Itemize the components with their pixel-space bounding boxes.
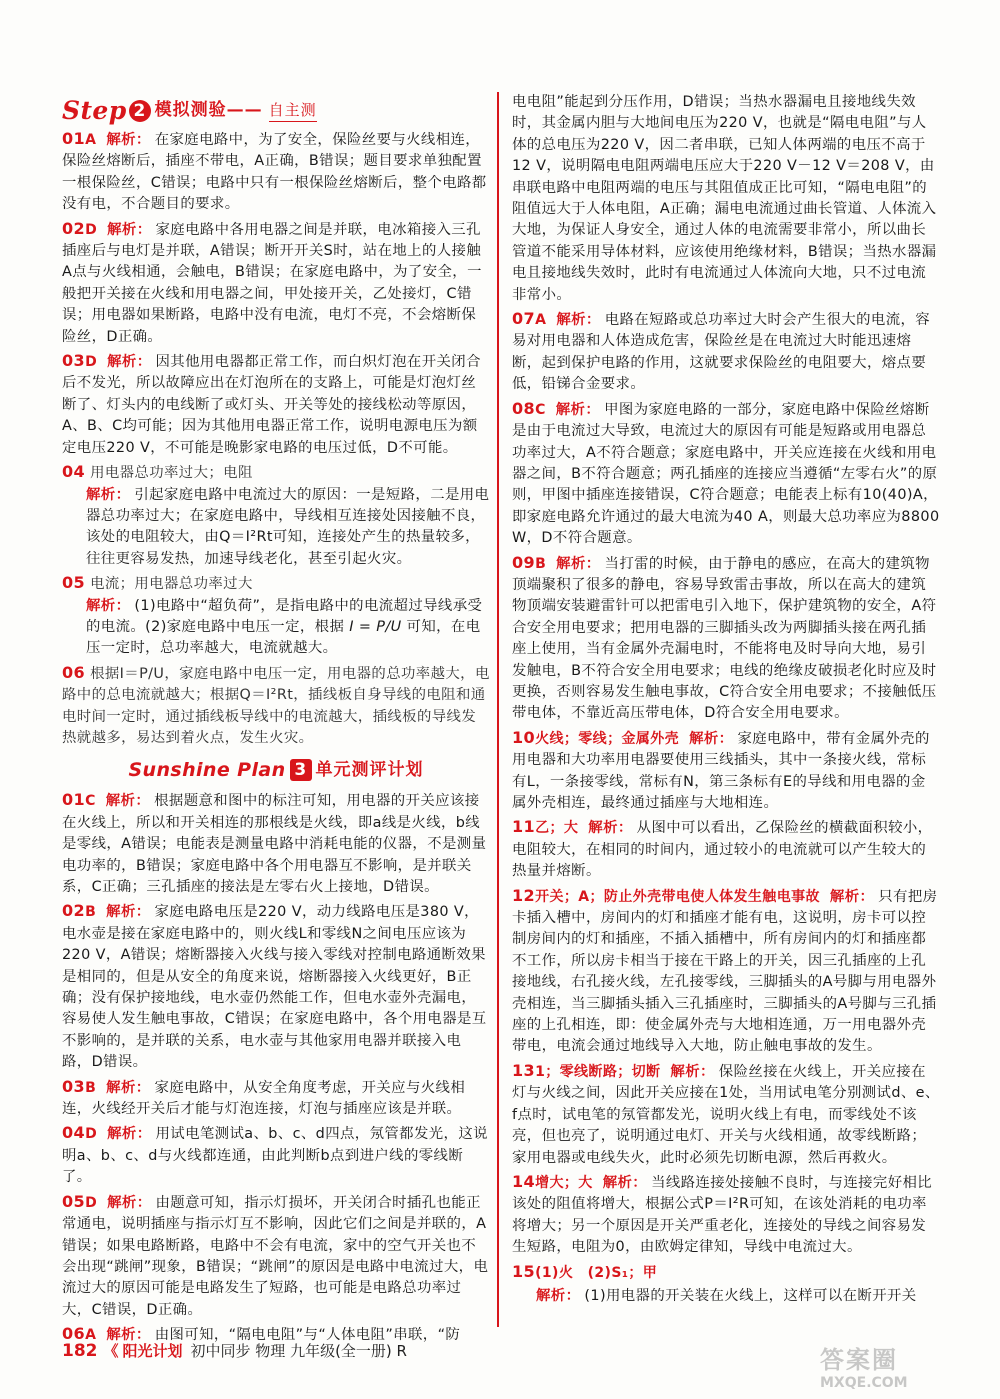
watermark-url: MXQE.COM [820, 1375, 908, 1391]
analysis-text: 家庭电路电压是220 V，动力线路电压是380 V，电水壶是接在家庭电路中的，则火线L和零线N之间电压应该为220 V，A错误；熔断器接入火线与接入零线对控制电路通断效果是相同的，但是从安全的角度来说，熔断器接入火线更好，B正确；没有保护接地线，电水壶仍然能工作，但电水壶外壳漏电，容易使人发生触电事故，C错误；在家庭电路中，各个用电器是互不影响的，是并联的关系，电水壶与其他家用电器并联接入电路，D错误。 [62, 904, 487, 1071]
question-number: 11 [512, 817, 536, 837]
analysis-text: 家庭电路中各用电器之间是并联，电冰箱接入三孔插座后与电灯是并联，A错误；断开开关S时，站在地上的人接触A点与火线相通，会触电，B错误；在家庭电路中，为了安全，一般把开关接在火线和用电器之间，甲处接开关，乙处接灯，C错误；用电器如果断路，电路中没有电流，电灯不亮，不会熔断保险丝，D正确。 [62, 221, 482, 345]
question-number: 06 [62, 662, 86, 682]
step-word: Step [62, 96, 127, 126]
question-item [512, 1060, 940, 1169]
analysis-text: 当打雷的时候，由于静电的感应，在高大的建筑物顶端聚积了很多的静电，容易导致雷击事故，所以在高大的建筑物顶端安装避雷针可以把雷电引入地下，保护建筑物的安全，A符合安全用电要求；把用电器的三脚插头改为两脚插头接在两孔插座上使用，当有金属外壳漏电时，不能将电及时导向大地，易引发触电，B不符合安全用电要求；电线的绝缘皮破损老化时应及时更换，否则容易发生触电事故，C符合安全用电要求；不接触低压带电体，不靠近高压带电体，D符合安全用电要求。 [512, 555, 937, 722]
analysis-text: 由图可知，“隔电电阻”与“人体电阻”串联，“防 [154, 1327, 461, 1344]
question-answer-letter: A [85, 1327, 97, 1344]
question-number: 07 [512, 309, 536, 329]
question-answer-letter: (1)火 (2)S₁；甲 [535, 1264, 658, 1281]
analysis-label: 解析： [556, 555, 601, 572]
question-number: 14 [512, 1171, 536, 1191]
watermark-main: 答案圈 [820, 1346, 898, 1374]
question-item [512, 398, 940, 550]
step-subtitle: 自主测 [269, 100, 317, 122]
question-number: 15 [512, 1261, 536, 1281]
question-number: 04 [62, 462, 86, 482]
analysis-label: 解析： [86, 486, 131, 503]
analysis-text: 根据题意和图中的标注可知，用电器的开关应该接在火线上，所以和开关相连的那根线是火线，即a线是火线，b线是零线，A错误；电能表是测量电路中消耗电能的仪器，不是测量电功率的，B错误；家庭电路中各个用电器互不影响，是并联关系，C正确；三孔插座的接法是左零右火上接地，D错误。 [62, 793, 487, 895]
question-answer-letter: A [85, 132, 97, 148]
question-item [62, 900, 490, 1073]
footer-mark: 《 [103, 1342, 119, 1360]
question-answer-letter: D [85, 1194, 98, 1211]
question-answer-letter: C [535, 401, 546, 418]
question-item [62, 789, 490, 898]
plan-header [62, 755, 490, 785]
page-number: 182 [62, 1340, 98, 1361]
analysis-label: 解析： [107, 354, 152, 371]
question-06 [62, 662, 490, 750]
question-number: 02 [62, 901, 86, 921]
question-number: 05 [62, 1191, 86, 1211]
plan-items [62, 789, 490, 1346]
footer-brand: 阳光计划 [122, 1342, 183, 1360]
question-item [512, 727, 940, 815]
analysis-label: 解析： [107, 221, 152, 238]
question-item [62, 218, 490, 348]
question-04 [62, 461, 490, 570]
question-answer-letter: B [85, 1079, 97, 1096]
analysis-text: (1)电路中“超负荷”，是指电路中的电流超过导线承受的电流。(2)家庭电路中电压一定，根据 [86, 597, 483, 635]
question-item [62, 350, 490, 459]
question-number: 03 [62, 1076, 86, 1096]
question-05 [62, 572, 490, 660]
analysis-text: 电电阻”能起到分压作用，D错误；当热水器漏电且接地线失效时，其金属内胆与大地间电压为220 V，也就是“隔电电阻”与人体的总电压为220 V，因二者串联，已知人体两端的电压不高于12 V，说明隔电电阻两端电压应大于220 V－12 V＝208 V，由串联电路中电阻两端的电压与其阻值成正比可知，“隔电电阻”的阻值远大于人体电阻，A正确；漏电电流通过曲长管道、人体流入大地，为保证人身安全，通过人体的电流需要非常小，所以曲长管道不能采用导体材料，应该使用绝缘材料，B错误；当热水器漏电且接地线失效时，此时有电流通过人体流向大地，只不过电流非常小。 [512, 94, 937, 303]
analysis-text: 因其他用电器都正常工作，而白炽灯泡在开关闭合后不发光，所以故障应出在灯泡所在的支路上，可能是灯泡灯丝断了、灯头内的电线断了或灯头、开关等处的接线松动等原因，A、B、C均可能；因为其他用电器正常工作，说明电源电压为额定电压220 V，不可能是晚影家电路的电压过低，D不可能。 [62, 354, 481, 456]
analysis-label: 解析： [829, 888, 875, 905]
question-item [512, 1171, 940, 1259]
analysis-label: 解析： [588, 820, 633, 837]
analysis-text: 只有把房卡插入槽中，房间内的灯和插座才能有电，这说明，房卡可以控制房间内的灯和插座，不插入插槽中，所有房间内的灯和插座都不工作，所以房卡相当于接在干路上的开关，因三孔插座的上孔接地线，右孔接火线，左孔接零线，三脚插头的A号脚与用电器外壳相连，当三脚插头插入三孔插座时，三脚插头的A号脚与三孔插座的上孔相连，即：使金属外壳与大地相连通，万一用电器外壳带电，电流会通过地线导入大地，防止触电事故的发生。 [512, 888, 938, 1055]
question-answer-letter: C [85, 793, 96, 810]
question-number: 10 [512, 727, 536, 747]
question-number: 13 [512, 1060, 536, 1080]
question-answer-letter: 开关；A；防止外壳带电使人体发生触电事故 [535, 888, 820, 905]
column-divider [497, 92, 499, 1327]
step-title: 模拟测验 [154, 100, 227, 121]
question-answer: 电流；用电器总功率过大 [90, 576, 253, 593]
analysis-text: 引起家庭电路中电流过大的原因：一是短路，二是用电器总功率过大；在家庭电路中，导线相互连接处因接触不良，该处的电阻较大，由Q＝I²Rt可知，连接处产生的热量较多，往往更容易发热，加速导线老化，甚至引起火灾。 [86, 486, 490, 567]
question-number: 02 [62, 218, 86, 238]
question-number: 04 [62, 1123, 86, 1143]
question-item [512, 1261, 940, 1284]
formula: I = P/U [349, 618, 402, 635]
step-header [62, 96, 490, 126]
question-answer-letter: 增大；大 [535, 1174, 593, 1191]
question-answer-letter: 乙；大 [535, 820, 579, 837]
analysis-label: 解析： [689, 730, 734, 747]
analysis-label: 解析： [670, 1063, 715, 1080]
question-item [512, 885, 940, 1058]
question-item [512, 92, 940, 306]
question-answer-letter: D [85, 354, 98, 371]
analysis-text: 用试电笔测试a、b、c、d四点，氖管都发光，这说明a、b、c、d与火线都连通，由此判断b点到进户线的零线断了。 [62, 1126, 488, 1186]
question-answer-letter: 火线；零线；金属外壳 [535, 730, 680, 747]
question-number: 05 [62, 573, 86, 593]
question-item [62, 128, 490, 216]
watermark-logo [820, 1340, 970, 1394]
plan-number: 3 [290, 759, 312, 781]
question-item [62, 1122, 490, 1188]
analysis-label: 解析： [106, 132, 151, 148]
analysis-text: 当线路连接处接触不良时，与连接完好相比该处的阻值将增大，根据公式P＝I²R可知，在该处消耗的电功率将增大；另一个原因是开关严重老化，连接处的导线之间容易发生短路，电阻为0，由欧姆定律知，导线中电流过大。 [512, 1174, 933, 1256]
question-answer-letter: B [85, 904, 97, 921]
analysis-label: 解析： [86, 597, 131, 614]
question-number: 08 [512, 398, 536, 418]
analysis-text: 甲图为家庭电路的一部分，家庭电路中保险丝熔断是由于电流过大导致，电流过大的原因有可能是短路或用电器总功率过大，A不符合题意；家庭电路中，开关应连接在火线和用电器之间，B不符合题意；两孔插座的连接应当遵循“左零右火”的原则，甲图中插座连接错误，C符合题意；电能表上标有10(40)A，即家庭电路允许通过的最大电流为40 A，则最大总功率应为8800 W，D不符合题意。 [512, 401, 940, 547]
analysis-text: 保险丝接在火线上，开关应接在灯与火线之间，因此开关应接在1处，当用试电笔分别测试d、e、f点时，试电笔的氖管都发光，说明火线上有电，而零线处不该亮，但也亮了，说明通过电灯、开关与火线相通，故零线断路；家用电器或电线失火，此时必须先切断电源，然后再救火。 [512, 1063, 940, 1166]
analysis-label: 解析： [556, 312, 601, 329]
question-item [512, 816, 940, 882]
question-answer: 用电器总功率过大；电阻 [90, 465, 253, 482]
analysis-text: 家庭电路中，带有金属外壳的用电器和大功率用电器要使用三线插头，其中一条接火线，常标有L，一条接零线，常标有N，第三条标有E的导线和用电器的金属外壳相连，最终通过插座与大地相连。 [512, 730, 930, 811]
left-column [62, 96, 490, 1349]
question-number: 01 [62, 790, 86, 810]
page-footer [62, 1340, 407, 1361]
right-items [512, 92, 940, 1284]
footer-book-title: 初中同步 物理 九年级(全一册) R [190, 1342, 407, 1360]
analysis-label: 解析： [106, 904, 151, 921]
question-number: 06 [62, 1324, 86, 1344]
question-answer-letter: D [85, 221, 98, 238]
plan-title: 单元测评计划 [315, 759, 424, 780]
analysis-text-2: 可知，在电压一定时，总功率越大，电流就越大。 [86, 618, 481, 657]
question-number: 03 [62, 351, 86, 371]
step-dash: —— [226, 100, 263, 121]
step-items [62, 128, 490, 459]
analysis-label: 解析： [555, 401, 601, 418]
analysis-text: 电路在短路或总功率过大时会产生很大的电流，容易对用电器和人体造成危害，保险丝是在电流过大时能迅速熔断，起到保护电路的作用，这就要求保险丝的电阻要大，熔点要低，铅锑合金要求。 [512, 312, 931, 393]
analysis-label: 解析： [107, 1126, 152, 1143]
plan-word: Sunshine Plan [128, 758, 286, 781]
question-answer-letter: D [85, 1126, 98, 1143]
analysis-text: (1)用电器的开关装在火线上，这样可以在断开开关 [584, 1287, 917, 1304]
analysis-label: 解析： [106, 1079, 151, 1096]
question-answer-letter: A [535, 312, 547, 329]
analysis-label: 解析： [106, 1327, 151, 1344]
question-item [512, 552, 940, 725]
question-number: 09 [512, 552, 536, 572]
question-answer-letter: 1；零线断路；切断 [535, 1063, 661, 1080]
analysis-label: 解析： [107, 1194, 152, 1211]
last-line [512, 1286, 940, 1307]
analysis-text: 由题意可知，指示灯损坏，开关闭合时插孔也能正常通电，说明插座与指示灯互不影响，因此它们之间是并联的，A错误；如果电路断路，电路中不会有电流，家中的空气开关也不会出现“跳闸”现象，B错误；“跳闸”的原因是电路中电流过大，电流过大的原因可能是电路发生了短路，也可能是电路总功率过大，C错误，D正确。 [62, 1194, 489, 1318]
analysis-label: 解析： [536, 1287, 581, 1304]
analysis-text: 在家庭电路中，为了安全，保险丝要与火线相连，保险丝熔断后，插座不带电，A正确，B错误；题目要求单独配置一根保险丝，C错误；电路中只有一根保险丝熔断后，整个电路都没有电，不合题目的要求。 [62, 132, 487, 213]
right-column [512, 92, 940, 1307]
question-number: 12 [512, 885, 536, 905]
analysis-text: 从图中可以看出，乙保险丝的横截面积较小，电阻较大，在相同的时间内，通过较小的电流就可以产生较大的热量并熔断。 [512, 820, 933, 880]
question-item [512, 308, 940, 396]
question-number: 01 [62, 129, 86, 148]
question-answer-letter: B [535, 555, 547, 572]
question-item [62, 1191, 490, 1321]
question-answer: 根据I＝P/U，家庭电路中电压一定，用电器的总功率越大，电路中的总电流就越大；根据Q＝I²Rt，插线板自身导线的电阻和通电时间一定时，通过插线板导线中的电流越大，插线板的导线发热就越多，易达到着火点，发生火灾。 [62, 665, 490, 746]
analysis-label: 解析： [602, 1174, 648, 1191]
step-number: 2 [129, 100, 151, 122]
question-item [62, 1076, 490, 1121]
analysis-label: 解析： [105, 793, 151, 810]
analysis-text: 家庭电路中，从安全角度考虑，开关应与火线相连，火线经开关后才能与灯泡连接，灯泡与插座应该是并联。 [62, 1079, 466, 1118]
